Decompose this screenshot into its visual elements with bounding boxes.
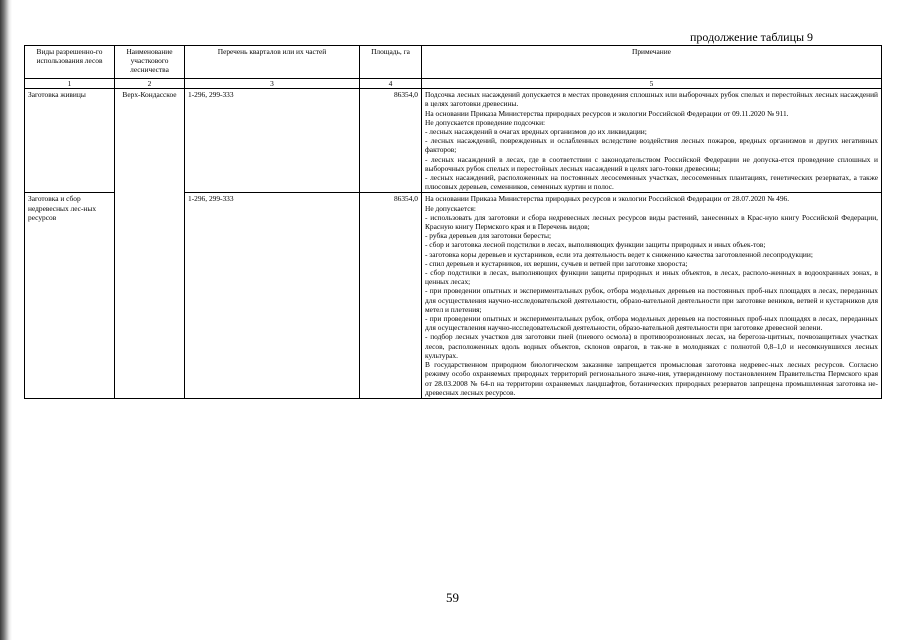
area-cell: 86354,0 xyxy=(360,193,422,398)
note-line: В государственном природном биологическом заказнике запрещается промысловая заготовка недревес-ных лесных ресурсов. Согласно режиму особо охраняемых природных территорий регионального значе-ния, утвержденному постановлением Правительства Пермского края от 28.03.2008 № 64-п на территории охраняемых ландшафтов, ботанических природных резерватов запрещена промышленная заготовка не-древесных лесных ресурсов. xyxy=(425,360,878,397)
column-number: 2 xyxy=(115,79,185,89)
forest-use-table xyxy=(24,45,882,399)
note-line: - сбор подстилки в лесах, выполняющих функции защиты природных и иных объектов, в лесах, располо-женных в водоохранных зонах, в ценных лесах; xyxy=(425,268,878,287)
note-line: - лесных насаждений в очагах вредных организмов до их ликвидации; xyxy=(425,127,647,137)
note-line: Подсочка лесных насаждений допускается в местах проведения сплошных или выборочных рубок спелых и перестойных лесных насаждений в целях заготовки древесины. xyxy=(425,90,878,109)
note-line: - лесных насаждений, расположенных на постоянных лесосеменных участках, лесосеменных плантациях, генетических резерватах, а также плюсовых деревьев, семенников, семенных куртин и полос. xyxy=(425,173,878,192)
note-line: На основании Приказа Министерства природных ресурсов и экологии Российской Федерации от 09.11.2020 № 911. xyxy=(425,108,789,118)
note-line: На основании Приказа Министерства природных ресурсов и экологии Российской Федерации от 28.07.2020 № 496. xyxy=(425,194,790,204)
note-line: - рубка деревьев для заготовки бересты; xyxy=(425,231,552,241)
column-header-forestry: Наименование участкового лесничества xyxy=(115,46,185,79)
note-line: - подбор лесных участков для заготовки пней (пневого осмола) в противоэрозионных лесах, на берегоза-щитных, почвозащитных участках лесов, расположенных вдоль водных объектов, склонов оврагов, в так-же в молодняках с полнотой 0,8–1,0 и несомкнувшихся лесных культурах. xyxy=(425,332,878,360)
column-header-use-type: Виды разрешенно-го использования лесов xyxy=(25,46,115,79)
column-header-quarters: Перечень кварталов или их частей xyxy=(185,46,360,79)
note-line: Не допускается проведение подсочки: xyxy=(425,117,546,127)
column-header-notes: Примечание xyxy=(422,46,882,79)
scan-edge xyxy=(0,0,12,640)
note-line: Не допускается: xyxy=(425,203,476,213)
notes-cell xyxy=(422,193,882,398)
column-number-row xyxy=(25,79,882,89)
note-line: - заготовка коры деревьев и кустарников, если эта деятельность ведет к снижению качества заготовленной лесопродукции; xyxy=(425,249,813,259)
note-line: - сбор и заготовка лесной подстилки в лесах, выполняющих функции защиты природных и иных объек-тов; xyxy=(425,240,766,250)
note-line: - спил деревьев и кустарников, их вершин, сучьев и ветвей при заготовке хвороста; xyxy=(425,258,688,268)
notes-cell xyxy=(422,89,882,193)
table-header-row xyxy=(25,46,882,79)
area-cell: 86354,0 xyxy=(360,89,422,193)
note-line: - использовать для заготовки и сбора недревесных лесных ресурсов виды растений, занесенных в Крас-ную книгу Российской Федерации, Красную книгу Пермского края и в Перечень видов; xyxy=(425,212,878,232)
use-type-cell: Заготовка и сбор недревесных лес-ных ресурсов xyxy=(25,193,115,398)
note-line: - при проведении опытных и экспериментальных рубок, отбора модельных деревьев на постоянных проб-ных площадях в лесах, переданных для осуществления научно-исследовательской деятельности, образо-вательной деятельности при заготовке древесной зелени. xyxy=(425,314,878,333)
page-number: 59 xyxy=(446,590,459,605)
note-line: - лесных насаждений, поврежденных и ослабленных вследствие воздействия лесных пожаров, вредных организмов и других негативных факторов; xyxy=(425,136,878,155)
forestry-cell: Верх-Кондасское xyxy=(115,89,185,399)
quarters-cell: 1-296, 299-333 xyxy=(185,193,360,398)
note-line: - при проведении опытных и экспериментальных рубок, отбора модельных деревьев на постоянных проб-ных площадях в лесах, переданных для осуществления научно-исследовательской деятельности, образо-вательной деятельности при заготовке веников, ветвей и кустарников для метел и плетения; xyxy=(425,286,878,314)
note-line: - лесных насаждений в лесах, где в соответствии с законодательством Российской Федерации не допуска-ется проведение сплошных и выборочных рубок спелых и перестойных лесных насаждений в целях заго-товки древесины; xyxy=(425,154,878,173)
column-header-area: Площадь, га xyxy=(360,46,422,79)
table-row xyxy=(25,89,882,193)
column-number: 3 xyxy=(185,79,360,89)
quarters-cell: 1-296, 299-333 xyxy=(185,89,360,193)
column-number: 4 xyxy=(360,79,422,89)
column-number: 1 xyxy=(25,79,115,89)
column-number: 5 xyxy=(422,79,882,89)
use-type-cell: Заготовка живицы xyxy=(25,89,115,193)
continuation-label: продолжение таблицы 9 xyxy=(690,30,814,44)
